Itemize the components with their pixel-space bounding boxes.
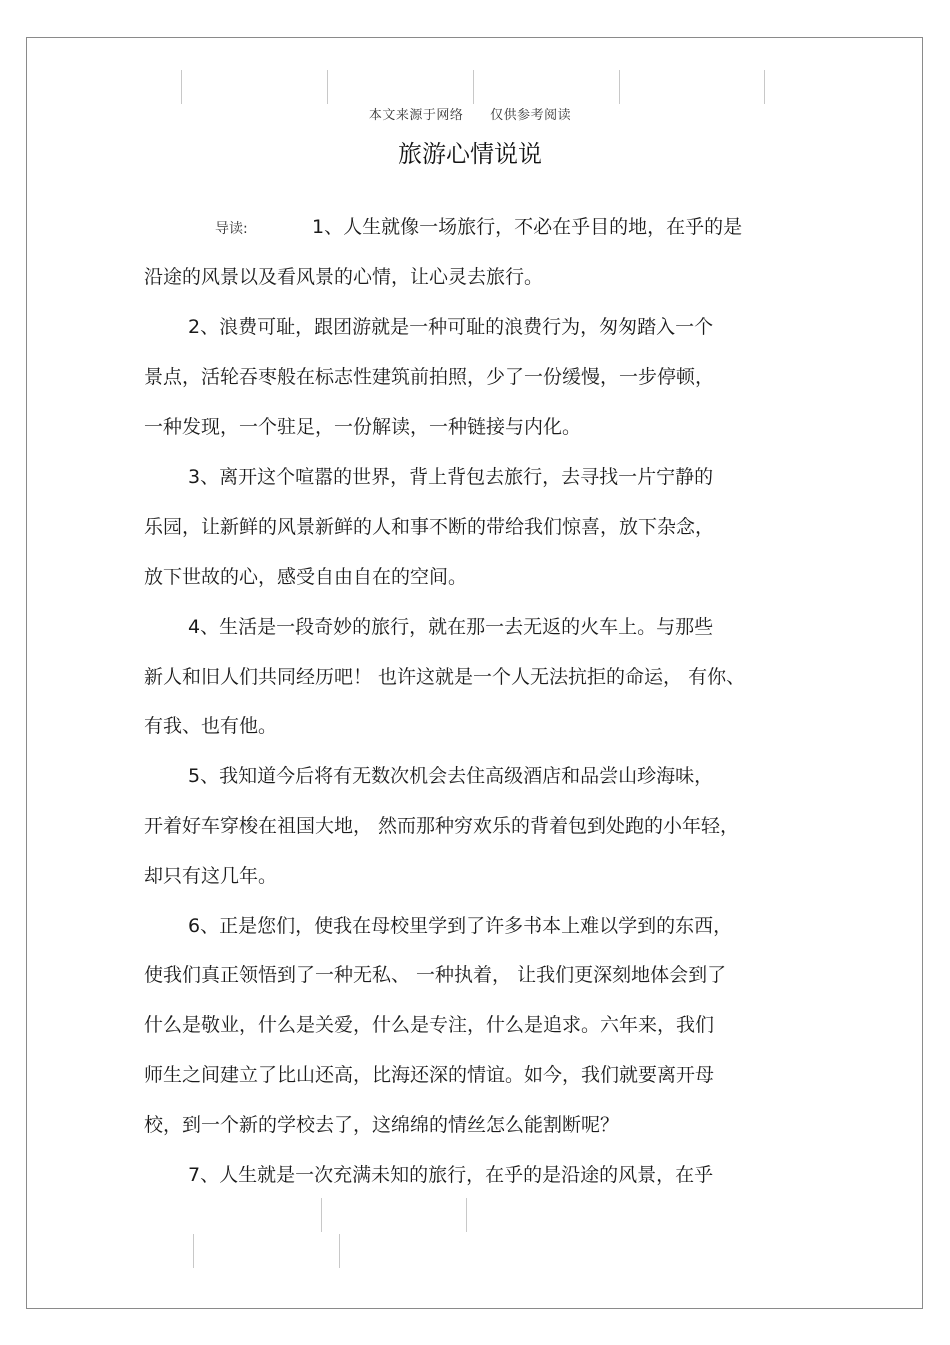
top-rule-1 xyxy=(181,70,182,104)
text-line-3: 2、浪费可耻，跟团游就是一种可耻的浪费行为，匆匆踏入一个 xyxy=(188,316,714,338)
page-title: 旅游心情说说 xyxy=(398,140,542,168)
text-line-14: 却只有这几年。 xyxy=(144,865,278,887)
bottom-rule-3 xyxy=(193,1234,194,1268)
text-line-15: 6、正是您们，使我在母校里学到了许多书本上难以学到的东西， xyxy=(188,915,733,937)
source-note-text: 本文来源于网络 xyxy=(368,108,464,123)
text-line-4: 景点，活轮吞枣般在标志性建筑前拍照，少了一份缓慢，一步停顿， xyxy=(144,366,715,388)
text-line-6: 3、离开这个喧嚣的世界，背上背包去旅行，去寻找一片宁静的 xyxy=(188,466,714,488)
bottom-rule-2 xyxy=(466,1198,467,1232)
reference-note-text: 仅供参考阅读 xyxy=(490,108,572,123)
text-line-11: 有我、也有他。 xyxy=(144,715,278,737)
text-line-12: 5、我知道今后将有无数次机会去住高级酒店和品尝山珍海味， xyxy=(188,765,714,787)
top-rule-2 xyxy=(327,70,328,104)
text-line-17: 什么是敬业，什么是关爱，什么是专注，什么是追求。六年来，我们 xyxy=(144,1014,715,1036)
bottom-rule-1 xyxy=(321,1198,322,1232)
text-line-20: 7、人生就是一次充满未知的旅行，在乎的是沿途的风景，在乎 xyxy=(188,1164,714,1186)
text-line-19: 校，到一个新的学校去了，这绵绵的情丝怎么能割断呢？ xyxy=(144,1114,620,1136)
bottom-rule-4 xyxy=(339,1234,340,1268)
text-line-8: 放下世故的心，感受自由自在的空间。 xyxy=(144,566,468,588)
text-line-13: 开着好车穿梭在祖国大地， 然而那种穷欢乐的背着包到处跑的小年轻， xyxy=(144,815,740,837)
text-line-1: 1、人生就像一场旅行，不必在乎目的地，在乎的是 xyxy=(312,216,743,238)
text-line-9: 4、生活是一段奇妙的旅行，就在那一去无返的火车上。与那些 xyxy=(188,616,714,638)
intro-label: 导读: xyxy=(215,221,248,237)
text-line-18: 师生之间建立了比山还高，比海还深的情谊。如今，我们就要离开母 xyxy=(144,1064,715,1086)
top-rule-3 xyxy=(473,70,474,104)
text-line-2: 沿途的风景以及看风景的心情，让心灵去旅行。 xyxy=(144,266,544,288)
text-line-7: 乐园，让新鲜的风景新鲜的人和事不断的带给我们惊喜，放下杂念， xyxy=(144,516,715,538)
text-line-16: 使我们真正领悟到了一种无私、 一种执着， 让我们更深刻地体会到了 xyxy=(144,964,727,986)
top-rule-4 xyxy=(619,70,620,104)
text-line-10: 新人和旧人们共同经历吧！ 也许这就是一个人无法抗拒的命运， 有你、 xyxy=(144,666,746,688)
top-rule-5 xyxy=(764,70,765,104)
text-line-5: 一种发现，一个驻足，一份解读，一种链接与内化。 xyxy=(144,416,582,438)
source-note xyxy=(0,104,940,123)
